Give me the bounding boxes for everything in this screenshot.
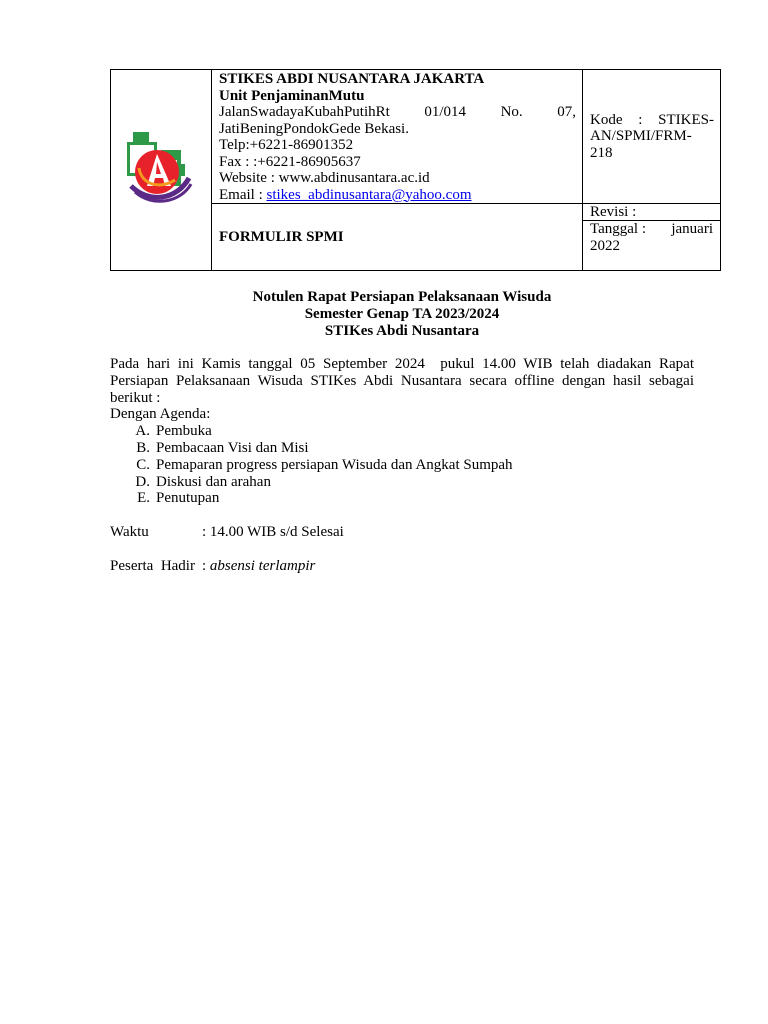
address-line-2: JatiBeningPondokGede Bekasi.	[219, 120, 409, 137]
agenda-text: Diskusi dan arahan	[156, 473, 271, 490]
email-link[interactable]: stikes_abdinusantara@yahoo.com	[266, 186, 472, 203]
code-value-1: STIKES-	[658, 111, 714, 128]
list-item	[110, 490, 694, 507]
logo-cell	[111, 70, 212, 271]
email-label: Email :	[219, 186, 267, 203]
agenda-text: Pembacaan Visi dan Misi	[156, 439, 309, 456]
title-line-3: STIKes Abdi Nusantara	[324, 323, 480, 339]
website: Website : www.abdinusantara.ac.id	[219, 170, 430, 186]
list-item	[110, 457, 694, 474]
title-line-2: Semester Genap TA 2023/2024	[304, 306, 500, 322]
agenda-text: Pembuka	[156, 423, 212, 440]
address-rt: 01/014	[424, 104, 467, 120]
code-label: Kode	[590, 111, 623, 128]
agenda-list	[110, 423, 694, 507]
agenda-number: B.	[136, 439, 150, 456]
document-title	[110, 289, 694, 340]
unit-name: Unit PenjaminanMutu	[219, 87, 365, 104]
form-title: FORMULIR SPMI	[219, 228, 344, 245]
agenda-text: Pemaparan progress persiapan Wisuda dan Angkat Sumpah	[156, 456, 513, 473]
form-header-table	[110, 69, 721, 271]
list-item	[110, 440, 694, 457]
institution-info-cell	[212, 70, 583, 204]
list-item	[110, 423, 694, 440]
attendees-label: Peserta Hadir	[110, 557, 195, 574]
attendees-row	[110, 558, 694, 575]
date-label: Tanggal :	[590, 221, 647, 237]
agenda-number: E.	[137, 490, 150, 507]
address-no: 07,	[557, 104, 576, 120]
date-block	[583, 221, 720, 254]
code-colon: :	[638, 111, 643, 128]
time-value: : 14.00 WIB s/d Selesai	[202, 524, 344, 541]
institution-logo	[119, 128, 203, 212]
address-street: JalanSwadayaKubahPutihRt	[219, 104, 390, 120]
phone: Telp:+6221-86901352	[219, 137, 354, 153]
list-item	[110, 474, 694, 491]
agenda-number: C.	[136, 456, 150, 473]
date-year: 2022	[590, 237, 620, 254]
address-no-label: No.	[500, 104, 523, 120]
date-month: januari	[671, 221, 713, 237]
document-code-cell	[583, 70, 721, 204]
agenda-text: Penutupan	[156, 490, 220, 507]
document-body	[110, 356, 698, 575]
agenda-number: A.	[135, 423, 150, 440]
fax: Fax : :+6221-86905637	[219, 153, 361, 170]
agenda-label: Dengan Agenda:	[110, 406, 211, 423]
attendees-value: absensi terlampir	[209, 557, 316, 574]
email-line	[219, 187, 576, 204]
address-line	[219, 104, 576, 121]
institution-name: STIKES ABDI NUSANTARA JAKARTA	[219, 71, 485, 87]
revision-cell	[583, 204, 721, 271]
date-line	[590, 221, 713, 238]
agenda-number: D.	[135, 473, 150, 490]
title-line-1: Notulen Rapat Persiapan Pelaksanaan Wisuda	[252, 289, 552, 305]
code-value-2: AN/SPMI/FRM-	[590, 128, 692, 145]
revision: Revisi :	[583, 204, 720, 221]
form-title-cell	[212, 204, 583, 271]
code-line	[590, 112, 714, 129]
intro-paragraph: Pada hari ini Kamis tanggal 05 September 2024 pukul 14.00 WIB telah diadakan Rapat Persiapan Pelaksanaan Wisuda STIKes Abdi Nusantara secara offline dengan hasil sebagai berikut :	[110, 356, 698, 406]
time-label: Waktu	[110, 524, 149, 541]
code-value-3: 218	[590, 144, 613, 161]
time-row	[110, 524, 694, 541]
attendees-separator: :	[202, 557, 210, 574]
